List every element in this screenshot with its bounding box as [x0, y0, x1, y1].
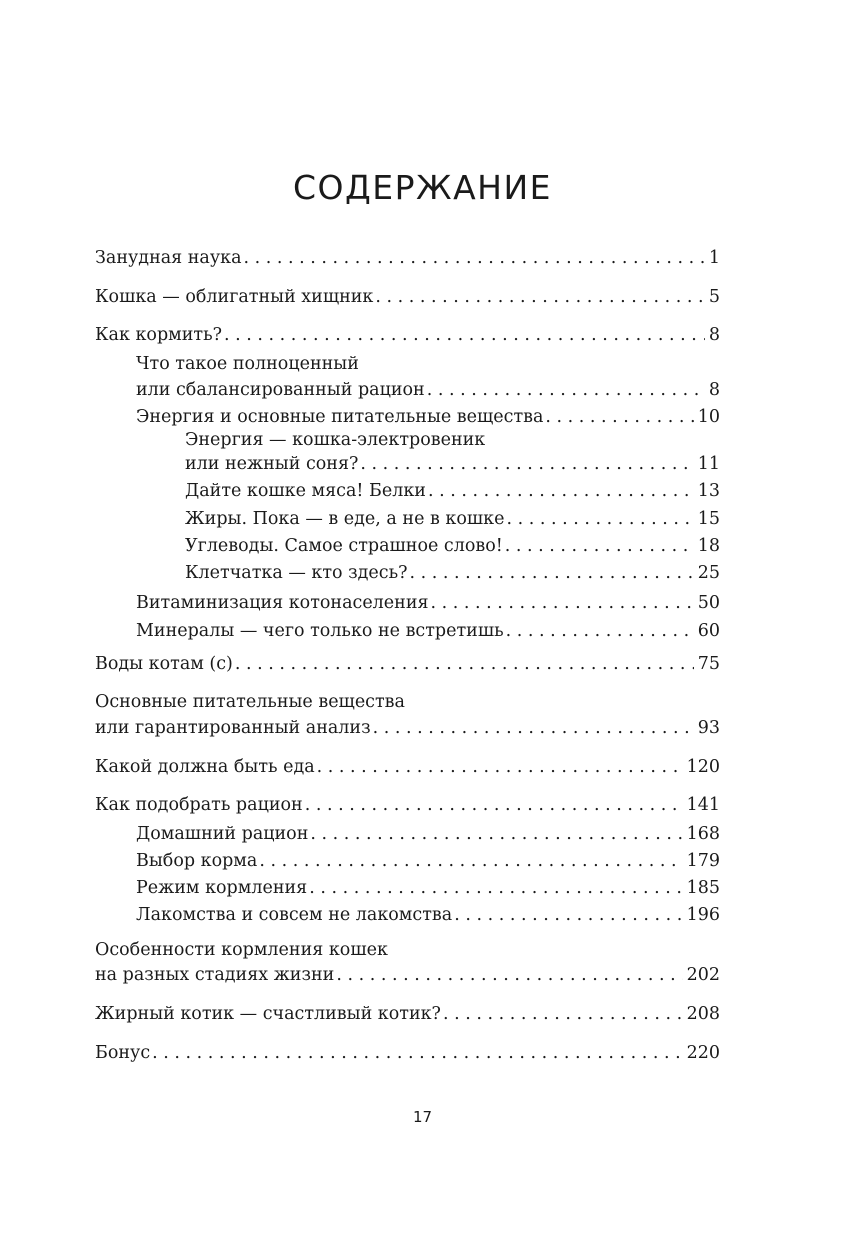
toc-entry-title: Воды котам (с): [95, 654, 233, 674]
toc-leader-dots: [235, 652, 694, 676]
toc-entry-page: 220: [686, 1043, 720, 1063]
toc-entry-continued[interactable]: [185, 428, 720, 452]
toc-entry[interactable]: [95, 285, 720, 309]
toc-leader-dots: [152, 1041, 682, 1065]
toc-entry-title: Углеводы. Самое страшное слово!: [185, 536, 503, 556]
toc-entry-page: 50: [697, 593, 720, 613]
toc-entry[interactable]: [136, 822, 720, 846]
toc-leader-dots: [443, 1002, 683, 1026]
toc-entry-title: Жирный котик — счастливый котик?: [95, 1004, 441, 1024]
toc-leader-dots: [506, 619, 694, 643]
toc-leader-dots: [360, 452, 693, 476]
toc-entry-title: Дайте кошке мяса! Белки: [185, 481, 426, 501]
toc-entry[interactable]: [136, 903, 720, 927]
toc-entry-title: Как кормить?: [95, 325, 223, 345]
toc-entry[interactable]: [95, 323, 720, 347]
toc-entry-page: 202: [686, 965, 720, 985]
toc-leader-dots: [317, 755, 683, 779]
toc-entry-page: 60: [697, 621, 720, 641]
toc-entry-title: Витаминизация котонаселения: [136, 593, 429, 613]
toc-entry-continued[interactable]: [136, 352, 720, 376]
toc-entry-title: или сбалансированный рацион: [136, 380, 425, 400]
toc-entry-continued[interactable]: [95, 938, 720, 962]
toc-entry-title: Энергия — кошка-электровеник: [185, 430, 486, 450]
toc-entry[interactable]: [136, 876, 720, 900]
toc-entry-continued[interactable]: [95, 690, 720, 714]
toc-entry-page: 168: [686, 824, 720, 844]
toc-entry-page: 18: [697, 536, 720, 556]
toc-entry[interactable]: [95, 963, 720, 987]
toc-entry-page: 13: [697, 481, 720, 501]
toc-entry-title: Выбор корма: [136, 851, 258, 871]
toc-entry-page: 25: [697, 563, 720, 583]
toc-entry[interactable]: [185, 507, 720, 531]
toc-leader-dots: [244, 246, 705, 270]
toc-leader-dots: [454, 903, 682, 927]
toc-entry-page: 208: [686, 1004, 720, 1024]
toc-entry[interactable]: [185, 534, 720, 558]
toc-entry[interactable]: [95, 1002, 720, 1026]
toc-leader-dots: [505, 534, 694, 558]
toc-entry[interactable]: [136, 619, 720, 643]
toc-entry[interactable]: [95, 755, 720, 779]
toc-entry-title: Режим кормления: [136, 878, 308, 898]
toc-entry-page: 120: [686, 757, 720, 777]
table-of-contents: [95, 0, 720, 1241]
toc-entry-page: 5: [708, 287, 720, 307]
toc-entry-page: 1: [708, 248, 720, 268]
toc-entry-title: Особенности кормления кошек: [95, 940, 388, 960]
toc-entry-title: Что такое полноценный: [136, 354, 359, 374]
toc-entry-page: 185: [686, 878, 720, 898]
toc-entry[interactable]: [185, 452, 720, 476]
toc-entry-page: 10: [697, 407, 720, 427]
page-number: 17: [412, 1108, 433, 1126]
toc-entry[interactable]: [95, 793, 720, 817]
toc-entry-page: 93: [697, 718, 720, 738]
toc-leader-dots: [409, 561, 693, 585]
toc-entry-title: или гарантированный анализ: [95, 718, 371, 738]
toc-leader-dots: [375, 285, 704, 309]
toc-entry[interactable]: [136, 405, 720, 429]
toc-leader-dots: [427, 378, 705, 402]
toc-entry-title: на разных стадиях жизни: [95, 965, 335, 985]
toc-leader-dots: [373, 716, 694, 740]
toc-entry-page: 75: [697, 654, 720, 674]
toc-leader-dots: [506, 507, 693, 531]
toc-leader-dots: [224, 323, 705, 347]
toc-entry-title: или нежный соня?: [185, 454, 359, 474]
toc-entry-page: 179: [686, 851, 720, 871]
toc-entry[interactable]: [95, 1041, 720, 1065]
toc-entry-page: 8: [708, 325, 720, 345]
toc-entry-title: Как подобрать рацион: [95, 795, 303, 815]
toc-entry[interactable]: [136, 849, 720, 873]
toc-entry-page: 141: [686, 795, 720, 815]
toc-entry-title: Какой должна быть еда: [95, 757, 315, 777]
toc-leader-dots: [309, 876, 682, 900]
toc-leader-dots: [428, 479, 694, 503]
toc-entry-title: Домашний рацион: [136, 824, 309, 844]
toc-entry-title: Жиры. Пока — в еде, а не в кошке: [185, 509, 505, 529]
toc-leader-dots: [431, 591, 694, 615]
toc-entry-title: Клетчатка — кто здесь?: [185, 563, 408, 583]
toc-entry-title: Бонус: [95, 1043, 151, 1063]
toc-entry-page: 8: [708, 380, 720, 400]
toc-leader-dots: [305, 793, 683, 817]
toc-entry[interactable]: [136, 591, 720, 615]
page-title: СОДЕРЖАНИЕ: [292, 168, 553, 207]
toc-entry[interactable]: [95, 246, 720, 270]
toc-entry-title: Кошка — облигатный хищник: [95, 287, 374, 307]
toc-leader-dots: [336, 963, 682, 987]
toc-entry-title: Лакомства и совсем не лакомства: [136, 905, 453, 925]
toc-entry-title: Минералы — чего только не встретишь: [136, 621, 504, 641]
toc-entry[interactable]: [95, 716, 720, 740]
toc-entry-page: 11: [697, 454, 720, 474]
toc-entry[interactable]: [185, 561, 720, 585]
toc-leader-dots: [259, 849, 682, 873]
toc-entry-title: Занудная наука: [95, 248, 242, 268]
toc-entry[interactable]: [136, 378, 720, 402]
toc-entry-title: Энергия и основные питательные вещества: [136, 407, 544, 427]
toc-leader-dots: [310, 822, 682, 846]
toc-entry-page: 196: [686, 905, 720, 925]
toc-entry[interactable]: [185, 479, 720, 503]
toc-entry-page: 15: [697, 509, 720, 529]
toc-entry[interactable]: [95, 652, 720, 676]
toc-leader-dots: [545, 405, 693, 429]
toc-entry-title: Основные питательные вещества: [95, 692, 405, 712]
